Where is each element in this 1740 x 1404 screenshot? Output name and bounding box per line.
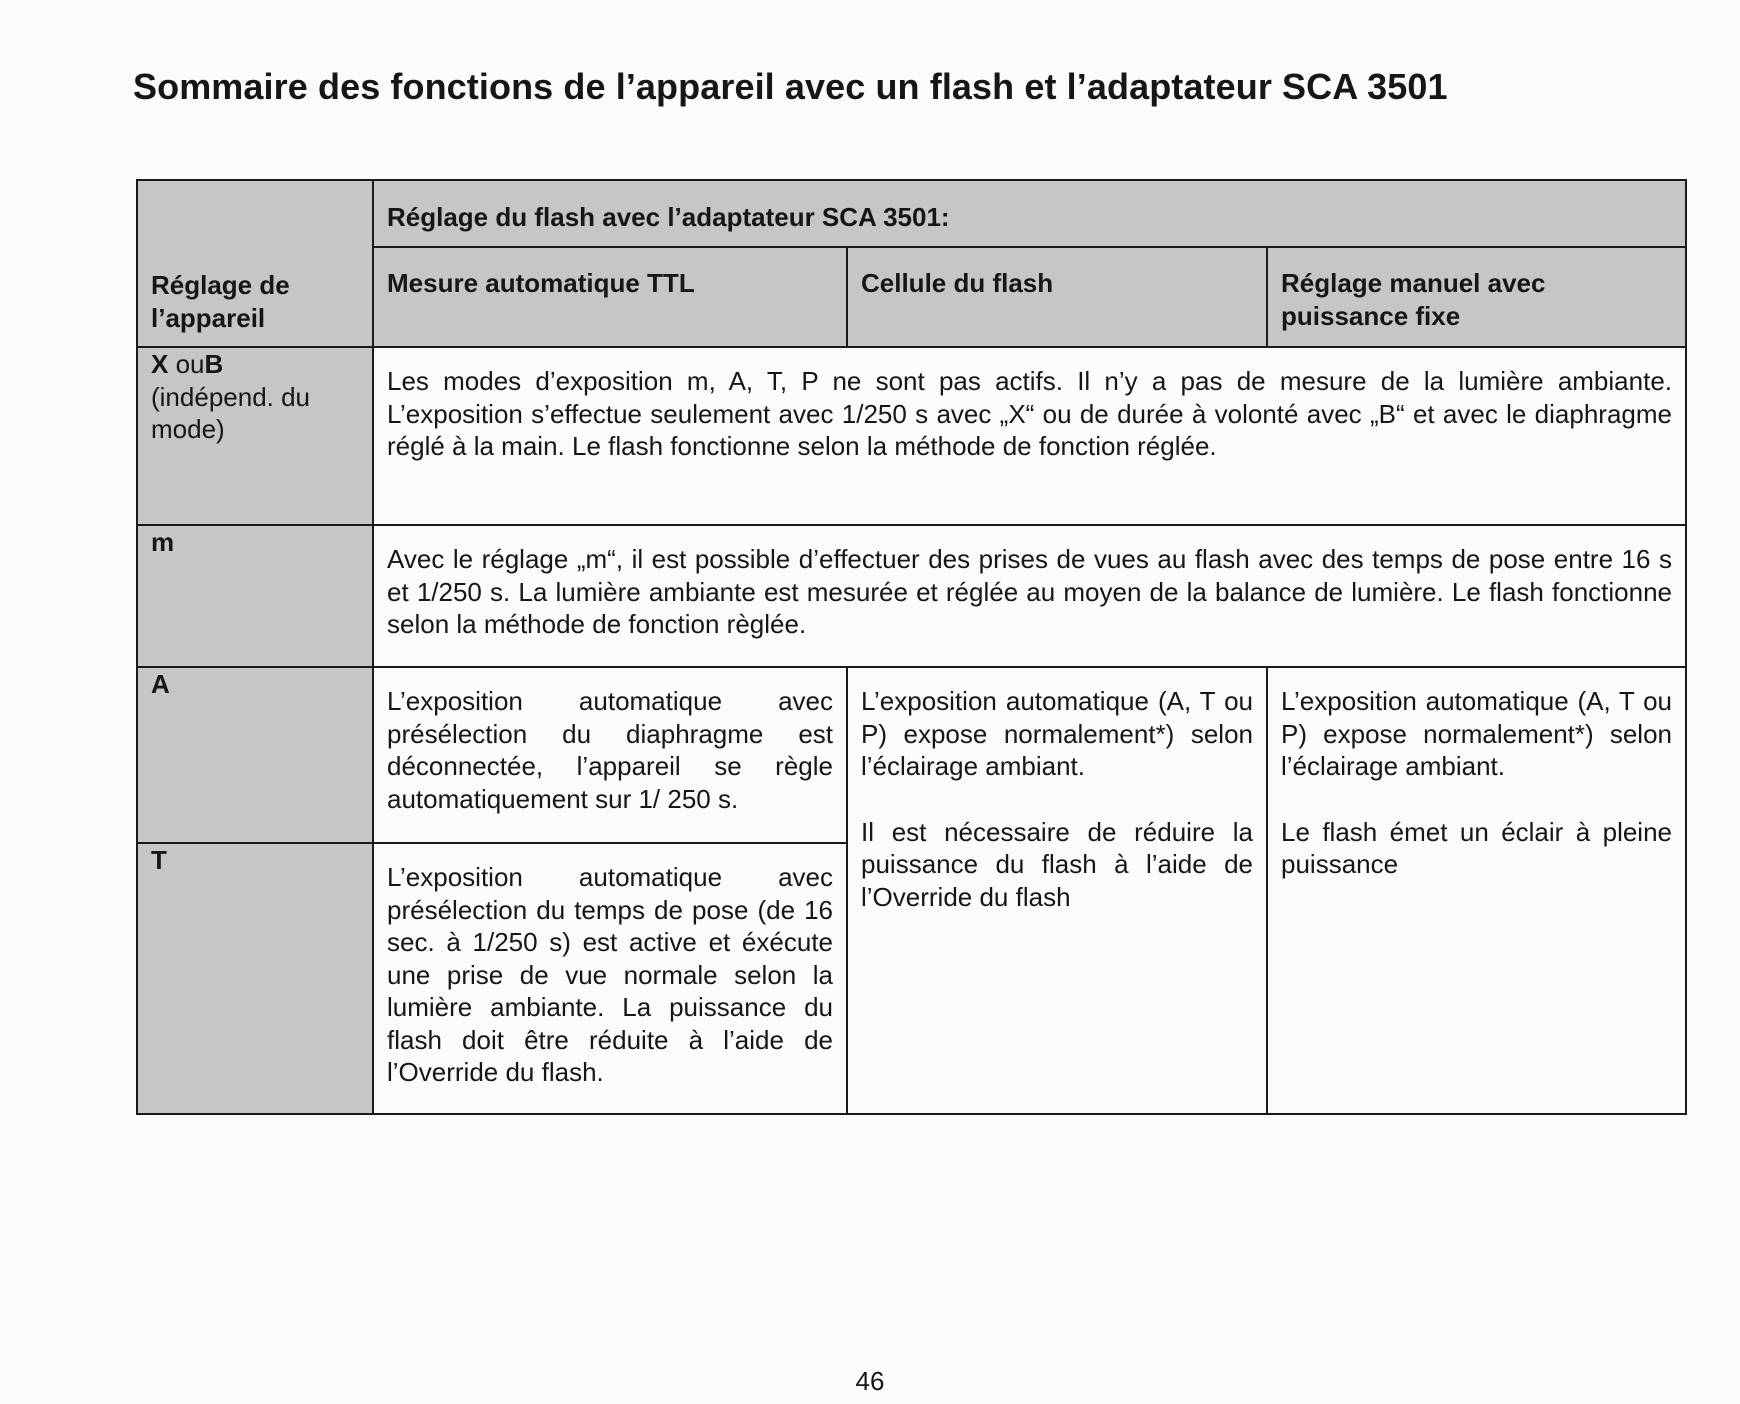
row-a-t-cell [847,667,1267,1114]
header-flash-setting: Réglage du flash avec l’adaptateur SCA 3501: [373,180,1686,247]
row-t-ttl: L’exposition automatique avec présélection du temps de pose (de 16 sec. à 1/250 s) est active et éxécute une prise de vue normale selon la lumière ambiante. La puissance du flash doit être réduite à l’aide de l’Override du flash. [373,843,847,1114]
row-a-t-manual [1267,667,1686,1114]
row-a-cell-text: L’exposition automatique (A, T ou P) expose normalement*) selon l’éclairage ambiant. [861,686,1253,781]
function-summary-table [136,179,1687,1115]
table-header-row [137,180,1686,247]
header-flash-cell: Cellule du flash [847,247,1267,347]
row-t-manual-text: Le flash émet un éclair à pleine puissance [1281,816,1672,879]
row-x-b-text: Les modes d’exposition m, A, T, P ne sont pas actifs. Il n’y a pas de mesure de la lumière ambiante. L’exposition s’effectue seulement avec 1/250 s avec „X“ ou de durée à volonté avec „B“ et avec le diaphragme réglé à la main. Le flash fonctionne selon la méthode de fonction réglée. [373,347,1686,525]
row-label-m: m [137,525,373,667]
page-title: Sommaire des fonctions de l’appareil avec un flash et l’adaptateur SCA 3501 [133,66,1448,107]
header-manual: Réglage manuel avec puissance fixe [1267,247,1686,347]
row-label-ou: ou [175,349,205,379]
row-t-cell-text: Il est nécessaire de réduire la puissance du flash à l’aide de l’Override du flash [861,816,1253,912]
row-label-b: B [204,349,224,379]
row-label-x-b [137,347,373,525]
row-a-ttl: L’exposition automatique avec présélection du diaphragme est déconnectée, l’appareil se règle automatiquement sur 1/ 250 s. [373,667,847,843]
row-label-t: T [137,843,373,1114]
table-row [137,525,1686,667]
row-label-x-b-note: (indépend. du mode) [151,381,311,444]
row-a-manual-text: L’exposition automatique (A, T ou P) expose normalement*) selon l’éclairage ambiant. [1281,686,1672,781]
page-number: 46 [855,1366,885,1396]
row-m-text: Avec le réglage „m“, il est possible d’effectuer des prises de vues au flash avec des temps de pose entre 16 s et 1/250 s. La lumière ambiante est mesurée et réglée au moyen de la balance de lumière. Le flash fonctionne selon la méthode de fonction règlée. [373,525,1686,667]
table-row [137,347,1686,525]
header-ttl: Mesure automatique TTL [373,247,847,347]
header-device-setting: Réglage de l’appareil [137,180,373,347]
row-label-x: X [151,349,176,379]
row-label-a: A [137,667,373,843]
table-row [137,667,1686,843]
